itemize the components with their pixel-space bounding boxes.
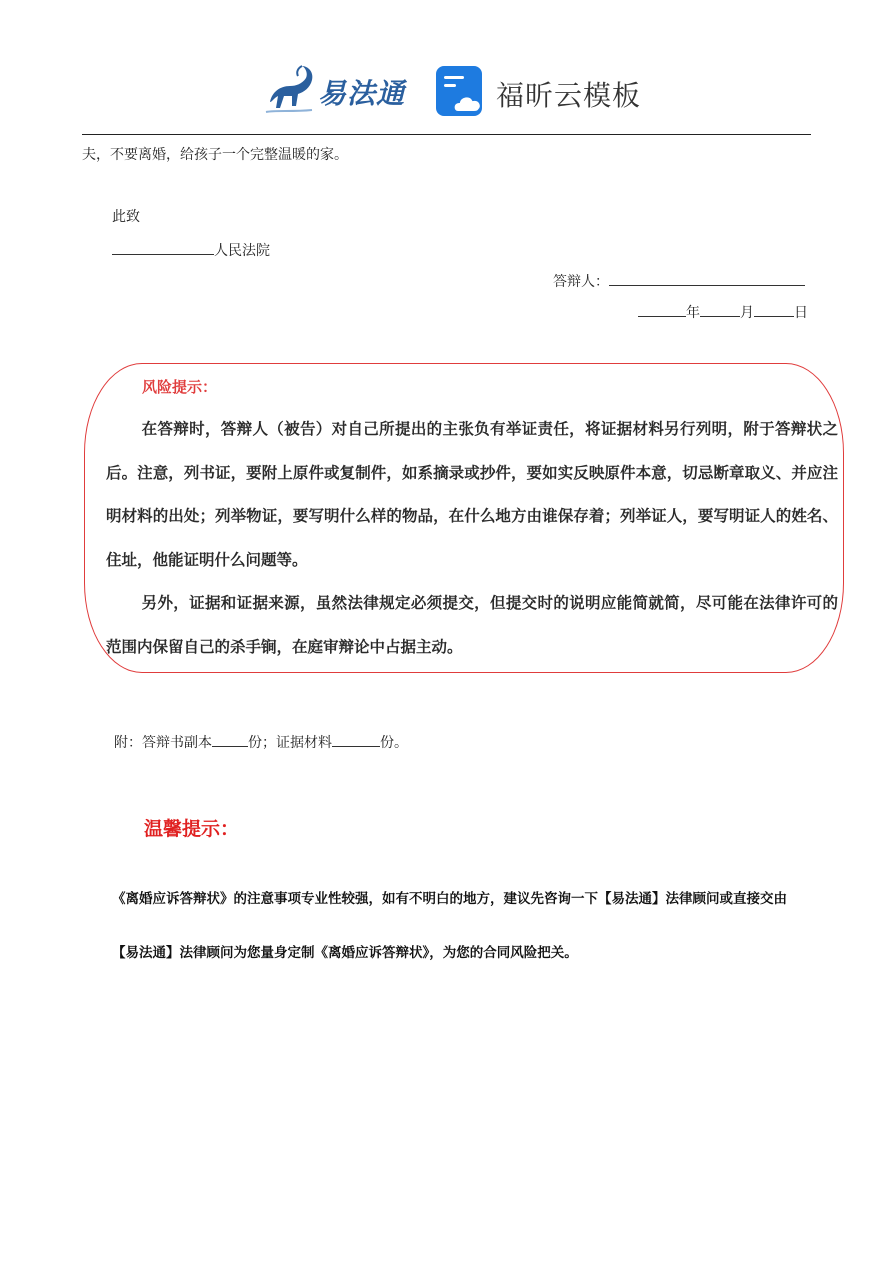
date-month-label: 月 xyxy=(740,305,754,321)
yifatong-logo xyxy=(262,62,414,118)
court-line xyxy=(112,240,270,260)
day-blank xyxy=(754,302,794,317)
foxit-template-logo-text: 福昕云模板 xyxy=(496,79,642,112)
risk-paragraph-2: 另外，证据和证据来源，虽然法律规定必须提交，但提交时的说明应能简就简，尽可能在法律许可的范围内保留自己的杀手锏，在庭审辩论中占据主动。 xyxy=(106,594,838,656)
attachment-line xyxy=(114,732,408,752)
year-blank xyxy=(638,302,686,317)
yifatong-logo-text: 易法通 xyxy=(318,77,406,110)
respondent-blank xyxy=(609,271,805,286)
attachment-middle: 份；证据材料 xyxy=(248,735,332,751)
body-text-line: 夫，不要离婚，给孩子一个完整温暖的家。 xyxy=(82,147,348,163)
date-year-label: 年 xyxy=(686,305,700,321)
date-day-label: 日 xyxy=(794,305,808,321)
warm-tip-body: 《离婚应诉答辩状》的注意事项专业性较强，如有不明白的地方，建议先咨询一下【易法通】法律顾问或直接交由【易法通】法律顾问为您量身定制《离婚应诉答辩状》，为您的合同风险把关。 xyxy=(112,891,787,961)
header-divider xyxy=(82,134,811,135)
attachment-prefix: 附：答辩书副本 xyxy=(114,735,212,751)
foxit-template-logo xyxy=(436,66,646,118)
respondent-label: 答辩人： xyxy=(553,274,609,290)
risk-paragraph-1: 在答辩时，答辩人（被告）对自己所提出的主张负有举证责任，将证据材料另行列明，附于答辩状之后。注意，列书证，要附上原件或复制件，如系摘录或抄件，要如实反映原件本意，切忌断章取义、并应注明材料的出处；列举物证，要写明什么样的物品，在什么地方由谁保存着；列举证人，要写明证人的姓名、住址，他能证明什么问题等。 xyxy=(106,420,838,569)
court-suffix: 人民法院 xyxy=(214,243,270,259)
attachment-end: 份。 xyxy=(380,735,408,751)
salutation-text: 此致 xyxy=(112,209,140,225)
respondent-line xyxy=(553,271,805,291)
horse-icon xyxy=(262,62,320,118)
month-blank xyxy=(700,302,740,317)
warm-tip-title: 温馨提示： xyxy=(144,818,240,840)
risk-notice-body xyxy=(106,408,838,670)
page-header xyxy=(0,0,893,135)
evidence-blank xyxy=(332,732,380,747)
cloud-document-icon xyxy=(436,66,488,118)
copies-blank xyxy=(212,732,248,747)
court-name-blank xyxy=(112,240,214,255)
risk-notice-title: 风险提示： xyxy=(142,378,218,396)
date-line xyxy=(638,302,808,322)
